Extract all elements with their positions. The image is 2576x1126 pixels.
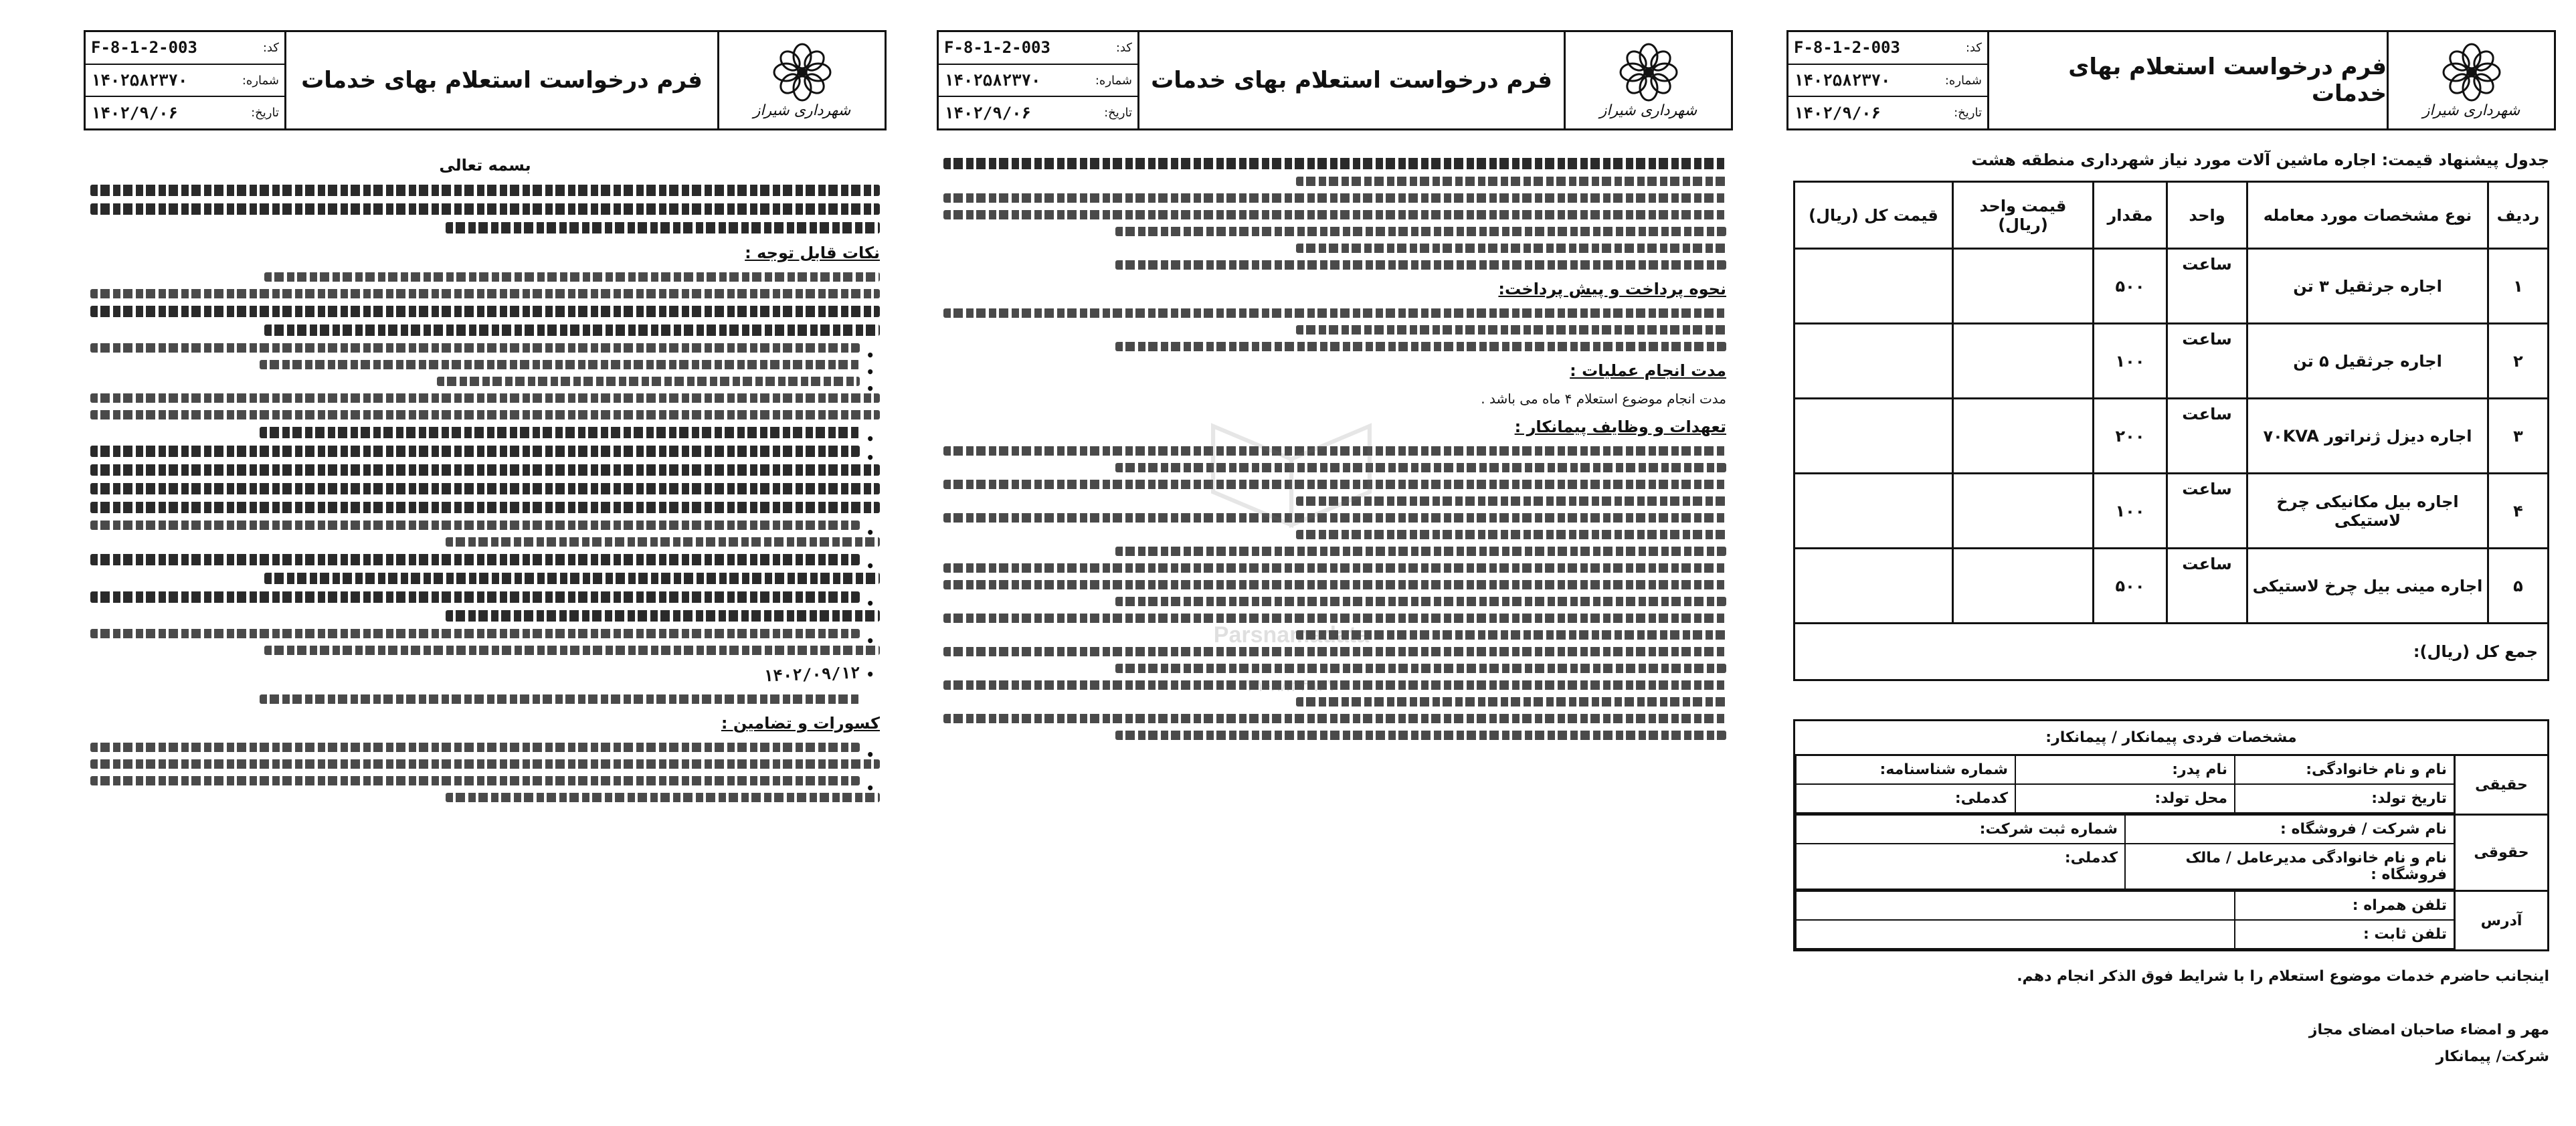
cell-quantity: ۵۰۰ <box>2094 249 2167 324</box>
number-label: شماره: <box>242 73 279 88</box>
cell-row-no: ۱ <box>2488 249 2549 324</box>
cell-row-no: ۴ <box>2488 474 2549 549</box>
form-meta <box>939 32 1139 128</box>
text-line <box>943 480 1726 489</box>
acceptance-text: اینجانب حاضرم خدمات موضوع استعلام را با شرایط فوق الذکر انجام دهم. <box>2017 968 2549 985</box>
meta-date-row <box>939 97 1137 128</box>
col-header-quantity: مقدار <box>2094 182 2167 249</box>
municipality-logo <box>1564 32 1731 128</box>
text-line <box>1296 697 1727 707</box>
meta-number-row <box>1788 65 1987 98</box>
text-line <box>1115 260 1726 270</box>
form-code: F-8-1-2-003 <box>1794 38 1900 58</box>
text-line <box>90 464 880 476</box>
text-line <box>1115 227 1726 236</box>
form-footer <box>1793 963 2549 1070</box>
form-meta <box>1788 32 1989 128</box>
form-code: F-8-1-2-003 <box>944 38 1050 58</box>
letter-number: ۱۴۰۲۵۸۲۳۷۰ <box>91 71 188 90</box>
cell-row-no: ۳ <box>2488 399 2549 474</box>
cell-description: اجاره بیل مکانیکی چرخ لاستیکی <box>2247 474 2488 549</box>
text-line <box>943 580 1726 589</box>
text-line <box>943 158 1726 169</box>
field-company-reg[interactable]: شماره ثبت شرکت: <box>1795 816 2124 844</box>
obligations-heading: تعهدات و وظایف پیمانکار : <box>1514 417 1726 436</box>
text-line <box>90 502 880 513</box>
form-page-right <box>1766 0 2576 1126</box>
code-label: کد: <box>1115 40 1132 55</box>
text-line <box>943 513 1726 523</box>
col-header-row-no: ردیف <box>2488 182 2549 249</box>
field-father-name[interactable]: نام پدر: <box>2015 756 2234 785</box>
table-row <box>1795 324 2549 399</box>
field-mobile[interactable]: تلفن همراه : <box>2234 892 2454 921</box>
form-header <box>84 30 887 130</box>
kind-legal: حقوقی <box>2454 816 2547 890</box>
text-line <box>943 210 1726 219</box>
contractor-real-row <box>1795 756 2547 816</box>
table-header-row <box>1795 182 2549 249</box>
text-line <box>1296 530 1727 539</box>
bullet-item <box>90 743 880 752</box>
meta-date-row <box>1788 97 1987 128</box>
form-code: F-8-1-2-003 <box>91 38 197 58</box>
text-line <box>1115 597 1726 606</box>
cell-description: اجاره دیزل ژنراتور ۷۰KVA <box>2247 399 2488 474</box>
field-ceo-name[interactable]: نام و نام خانوادگی مدیرعامل / مالک فروشگاه : <box>2124 844 2454 890</box>
kind-address: آدرس <box>2454 892 2547 949</box>
col-header-unit-price: قیمت واحد (ریال) <box>1953 182 2094 249</box>
cell-unit: ساعت <box>2167 549 2247 624</box>
number-label: شماره: <box>1095 73 1132 88</box>
text-line <box>1296 177 1727 186</box>
municipality-logo <box>2387 32 2554 128</box>
cell-quantity: ۱۰۰ <box>2094 474 2167 549</box>
legal-fields <box>1795 816 2454 890</box>
field-full-name[interactable]: نام و نام خانوادگی: <box>2234 756 2454 785</box>
text-line <box>446 222 880 233</box>
cell-row-no: ۲ <box>2488 324 2549 399</box>
section-guarantee-title: کسورات و تضامین : <box>721 714 880 733</box>
field-national-code[interactable]: کدملی: <box>1795 785 2015 814</box>
text-line <box>90 306 880 317</box>
form-title: فرم درخواست استعلام بهای خدمات <box>301 67 703 94</box>
text-line <box>446 610 880 622</box>
cell-description: اجاره مینی بیل چرخ لاستیکی <box>2247 549 2488 624</box>
payment-heading: نحوه پرداخت و پیش پرداخت: <box>1498 280 1726 298</box>
text-line <box>943 563 1726 573</box>
middle-body <box>943 151 1726 1113</box>
text-line <box>90 185 880 196</box>
field-address[interactable] <box>1795 892 2234 921</box>
signature-label: مهر و امضاء صاحبان امضای مجاز <box>2308 1022 2549 1038</box>
cell-total-price[interactable] <box>1795 249 1953 324</box>
flower-logo-icon <box>762 41 842 105</box>
flower-logo-icon <box>2431 41 2512 105</box>
text-line <box>1115 463 1726 472</box>
col-header-total-price: قیمت کل (ریال) <box>1795 182 1953 249</box>
cell-unit: ساعت <box>2167 399 2247 474</box>
watermark-text: Parsnamadata <box>1213 622 1370 648</box>
table-row <box>1795 399 2549 474</box>
meta-code-row <box>86 32 284 65</box>
cell-quantity: ۵۰۰ <box>2094 549 2167 624</box>
basmala: بسمه تعالی <box>439 156 531 175</box>
text-line <box>1115 731 1726 740</box>
section-points-title: نکات قابل توجه : <box>745 244 880 262</box>
bullet-item <box>90 521 880 530</box>
letter-date: ۱۴۰۲/۹/۰۶ <box>944 103 1032 122</box>
text-line <box>90 410 880 419</box>
real-fields <box>1795 756 2454 814</box>
text-line <box>446 793 880 802</box>
text-line <box>943 193 1726 203</box>
table-title: جدول پیشنهاد قیمت: اجاره ماشین آلات مورد نیاز شهرداری منطقه هشت <box>1971 151 2549 169</box>
text-line <box>264 324 880 336</box>
form-title: فرم درخواست استعلام بهای خدمات <box>2068 54 2387 107</box>
form-page-left <box>64 0 907 1126</box>
text-line <box>1115 547 1726 556</box>
text-line <box>446 537 880 547</box>
date-label: تاریخ: <box>1104 106 1132 120</box>
bullet-item <box>90 446 880 457</box>
logo-text: شهرداری شیراز <box>2422 102 2520 119</box>
cell-unit: ساعت <box>2167 474 2247 549</box>
text-line <box>264 646 880 655</box>
text-line <box>90 759 880 769</box>
date-label: تاریخ: <box>251 106 279 120</box>
text-line <box>943 614 1726 623</box>
cell-unit-price[interactable] <box>1953 474 2094 549</box>
contractor-info <box>1793 719 2549 951</box>
letter-number: ۱۴۰۲۵۸۲۳۷۰ <box>1794 71 1891 90</box>
field-phone[interactable]: تلفن ثابت : <box>2234 921 2454 949</box>
text-line <box>90 393 880 403</box>
text-line <box>943 680 1726 690</box>
company-label: شرکت/ پیمانکار <box>2435 1048 2549 1065</box>
cell-total-price[interactable] <box>1795 549 1953 624</box>
letter-date: ۱۴۰۲/۹/۰۶ <box>91 103 179 122</box>
bullet-item <box>90 427 880 438</box>
form-header <box>1786 30 2556 130</box>
meta-number-row <box>939 65 1137 98</box>
code-label: کد: <box>1965 40 1982 55</box>
bullet-item <box>90 776 880 785</box>
text-line <box>1115 342 1726 351</box>
total-label[interactable]: جمع کل (ریال): <box>1795 624 2549 680</box>
text-line <box>1296 496 1727 506</box>
bullet-item <box>90 662 880 704</box>
cell-unit-price[interactable] <box>1953 399 2094 474</box>
municipality-logo <box>717 32 885 128</box>
form-meta <box>86 32 286 128</box>
letter-number: ۱۴۰۲۵۸۲۳۷۰ <box>944 71 1041 90</box>
bullet-item <box>90 591 880 603</box>
form-title: فرم درخواست استعلام بهای خدمات <box>1151 67 1552 94</box>
field-birth-place[interactable]: محل تولد: <box>2015 785 2234 814</box>
text-line <box>90 289 880 298</box>
text-line <box>943 714 1726 723</box>
bullet-item <box>90 554 880 565</box>
field-ceo-national-code[interactable]: کدملی: <box>1795 844 2124 890</box>
cell-row-no: ۵ <box>2488 549 2549 624</box>
duration-text: مدت انجام موضوع استعلام ۴ ماه می باشد . <box>1481 391 1726 407</box>
address-fields <box>1795 892 2454 949</box>
meta-date-row <box>86 97 284 128</box>
logo-text: شهرداری شیراز <box>1599 102 1697 119</box>
letter-date: ۱۴۰۲/۹/۰۶ <box>1794 103 1881 122</box>
contractor-legal-row <box>1795 816 2547 892</box>
text-line <box>264 272 880 282</box>
text-line <box>1296 244 1727 253</box>
cell-unit-price[interactable] <box>1953 324 2094 399</box>
cell-description: اجاره جرثقیل ۵ تن <box>2247 324 2488 399</box>
text-line <box>90 483 880 494</box>
table-total-row <box>1795 624 2549 680</box>
table-row <box>1795 474 2549 549</box>
meta-code-row <box>939 32 1137 65</box>
bullet-item <box>90 360 880 369</box>
contractor-address-row <box>1795 892 2547 949</box>
cell-unit-price[interactable] <box>1953 549 2094 624</box>
number-label: شماره: <box>1944 73 1982 88</box>
meta-code-row <box>1788 32 1987 65</box>
contractor-title: مشخصات فردی پیمانکار / پیمانکار: <box>1795 721 2547 756</box>
cell-quantity: ۱۰۰ <box>2094 324 2167 399</box>
cell-total-price[interactable] <box>1795 324 1953 399</box>
cell-unit: ساعت <box>2167 249 2247 324</box>
bullet-item <box>90 343 880 353</box>
bullet-item <box>90 377 880 386</box>
cell-quantity: ۲۰۰ <box>2094 399 2167 474</box>
table-row <box>1795 549 2549 624</box>
text-line <box>264 573 880 584</box>
kind-real: حقیقی <box>2454 756 2547 814</box>
price-table <box>1793 181 2549 681</box>
cell-total-price[interactable] <box>1795 474 1953 549</box>
form-page-middle <box>917 0 1753 1126</box>
field-company-name[interactable]: نام شرکت / فروشگاه : <box>2124 816 2454 844</box>
form-header <box>937 30 1733 130</box>
col-header-description: نوع مشخصات مورد معامله <box>2247 182 2488 249</box>
text-line <box>1115 664 1726 673</box>
handwritten-deadline: ۱۴۰۲/۰۹/۱۲ <box>763 663 860 686</box>
code-label: کد: <box>262 40 279 55</box>
text-line <box>90 203 880 215</box>
table-row <box>1795 249 2549 324</box>
text-line <box>1296 630 1727 640</box>
cell-unit-price[interactable] <box>1953 249 2094 324</box>
field-id-number[interactable]: شماره شناسنامه: <box>1795 756 2015 785</box>
cell-total-price[interactable] <box>1795 399 1953 474</box>
cell-description: اجاره جرثقیل ۳ تن <box>2247 249 2488 324</box>
date-label: تاریخ: <box>1954 106 1982 120</box>
text-line <box>943 308 1726 318</box>
logo-text: شهرداری شیراز <box>753 102 851 119</box>
bullet-item <box>90 629 880 638</box>
text-line <box>943 647 1726 656</box>
text-line <box>1296 325 1727 335</box>
cell-unit: ساعت <box>2167 324 2247 399</box>
field-birth-date[interactable]: تاریخ تولد: <box>2234 785 2454 814</box>
col-header-unit: واحد <box>2167 182 2247 249</box>
flower-logo-icon <box>1608 41 1689 105</box>
text-line <box>943 446 1726 456</box>
duration-heading: مدت انجام عملیات : <box>1570 361 1726 380</box>
meta-number-row <box>86 65 284 98</box>
left-body <box>90 151 880 1113</box>
field-address-cont[interactable] <box>1795 921 2234 949</box>
